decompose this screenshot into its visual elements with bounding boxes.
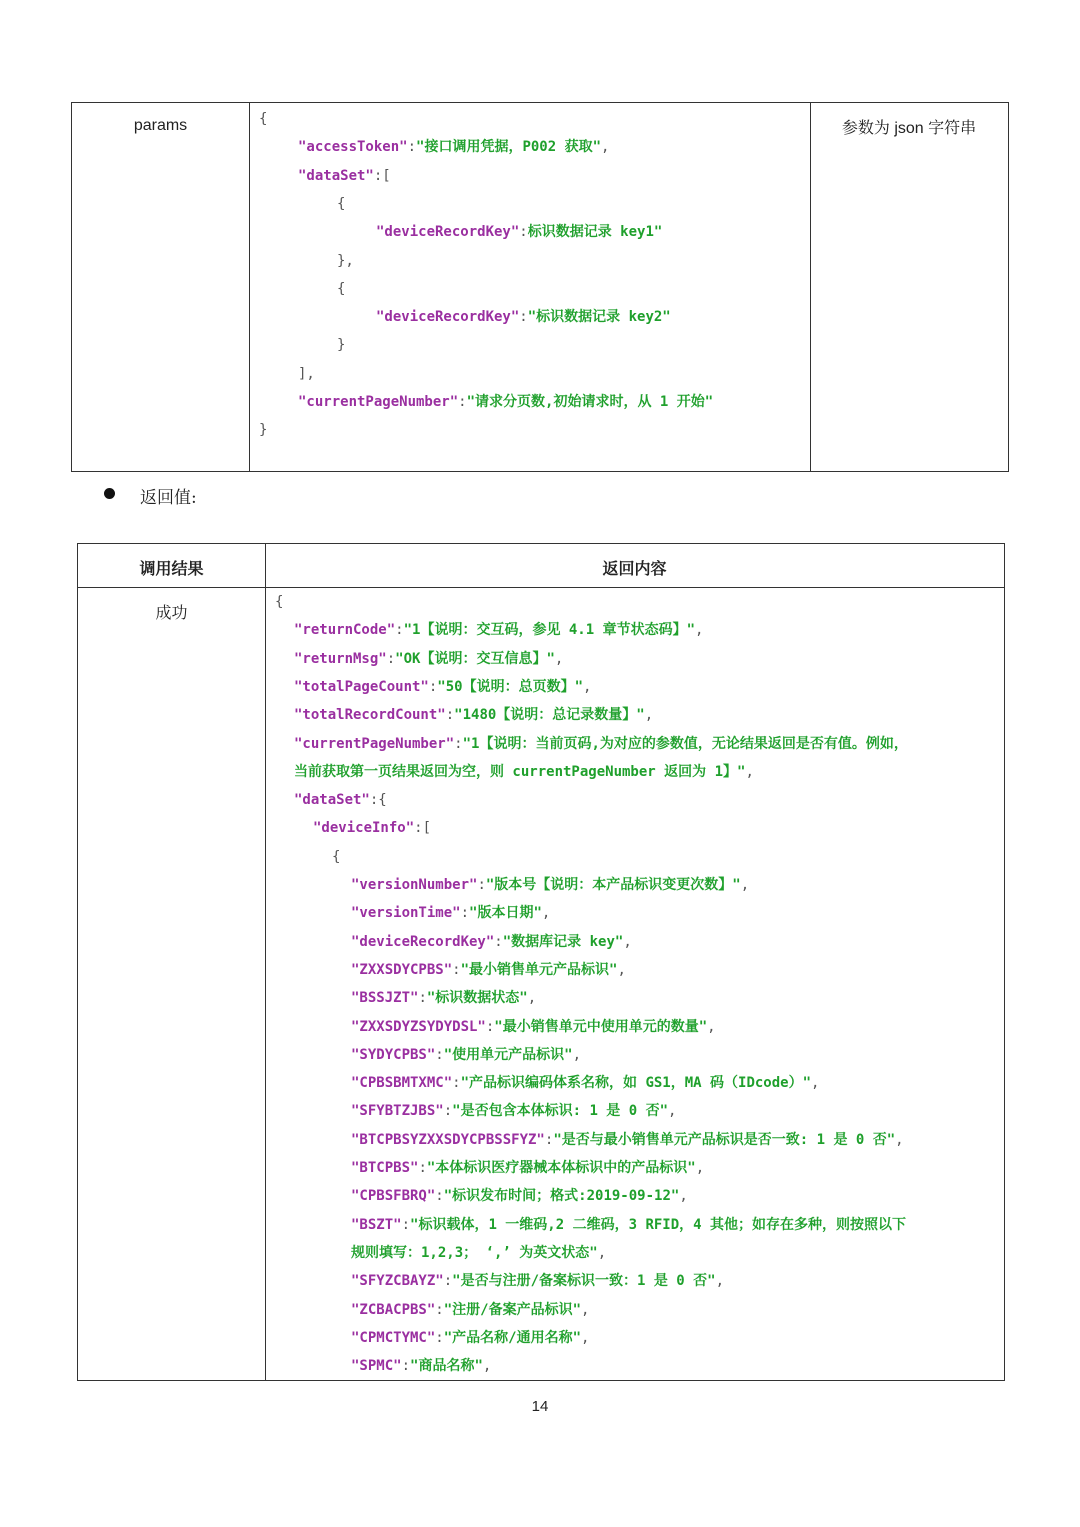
code-k: "deviceRecordKey" <box>376 309 520 326</box>
code-line <box>351 1186 688 1206</box>
code-v: 规则填写：1,2,3； ‘,’ 为英文状态" <box>351 1244 598 1261</box>
code-v: "版本日期" <box>469 905 542 922</box>
code-line <box>294 705 653 725</box>
code-k: "totalRecordCount" <box>294 707 446 724</box>
code-line <box>351 1300 589 1320</box>
code-k: "versionNumber" <box>351 877 478 893</box>
code-v: "是否包含本体标识: 1 是 0 否" <box>452 1103 669 1120</box>
code-line <box>294 620 703 640</box>
code-tail: } <box>337 337 346 354</box>
return-table <box>77 543 1005 1381</box>
code-k: "deviceInfo" <box>313 820 415 837</box>
code-k: "BSZT" <box>351 1216 402 1233</box>
code-line <box>351 1073 819 1093</box>
code-line <box>351 932 632 952</box>
code-v: "版本号【说明：本产品标识变更次数】" <box>485 877 741 893</box>
code-line <box>313 818 431 838</box>
code-tail: [ <box>382 167 391 184</box>
code-sep: : <box>544 1131 554 1148</box>
header-result: 调用结果 <box>139 561 204 578</box>
code-sep: : <box>460 905 470 922</box>
code-sep: : <box>407 139 417 156</box>
code-v: "数据库记录 key" <box>502 933 624 950</box>
code-v: "商品名称" <box>410 1358 483 1375</box>
code-line <box>298 137 609 157</box>
code-k: "currentPageNumber" <box>294 735 455 752</box>
code-k: "totalPageCount" <box>294 678 429 695</box>
code-v: "1480【说明：总记录数量】" <box>454 707 645 724</box>
code-tail: , <box>644 707 654 724</box>
code-v: "是否与最小销售单元产品标识是否一致: 1 是 0 否" <box>553 1131 896 1148</box>
code-tail: ], <box>298 365 315 382</box>
code-v: "产品标识编码体系名称，如 GS1，MA 码（IDcode）" <box>460 1075 812 1092</box>
code-v: "标识发布时间；格式:2019-09-12" <box>443 1188 680 1205</box>
code-k: "SFYZCBAYZ" <box>351 1273 444 1290</box>
code-line <box>351 1271 724 1291</box>
code-line <box>294 649 563 669</box>
code-k: "SYDYCPBS" <box>351 1046 436 1063</box>
code-tail: { <box>378 792 387 809</box>
code-sep: : <box>435 1188 444 1205</box>
code-sep: : <box>452 1075 461 1092</box>
code-v: 标识数据记录 key1" <box>527 224 663 241</box>
code-sep: : <box>435 1301 444 1318</box>
code-k: "CPBSBMTXMC" <box>351 1075 453 1092</box>
code-line <box>298 166 391 186</box>
code-k: "SFYBTZJBS" <box>351 1103 444 1120</box>
code-v: 当前获取第一页结果返回为空，则 currentPageNumber 返回为 1】" <box>294 763 746 780</box>
code-v: "注册/备案产品标识" <box>443 1301 582 1318</box>
code-line <box>298 392 713 412</box>
code-tail: , <box>527 990 537 1007</box>
code-sep: : <box>435 1329 444 1346</box>
code-line <box>298 364 315 384</box>
bullet-icon <box>104 488 115 499</box>
code-sep: : <box>454 735 463 752</box>
code-k: "BTCPBSYZXXSDYCPBSSFYZ" <box>351 1131 545 1148</box>
code-sep: : <box>428 678 438 695</box>
code-line <box>376 307 671 327</box>
code-tail: , <box>668 1103 677 1120</box>
code-v: "使用单元产品标识" <box>443 1046 573 1063</box>
code-tail: , <box>581 1329 590 1346</box>
code-tail: , <box>617 961 626 978</box>
code-sep: : <box>445 707 455 724</box>
code-line <box>294 677 591 697</box>
code-line <box>351 1017 716 1037</box>
code-tail: , <box>482 1358 492 1375</box>
code-line <box>259 420 267 440</box>
code-tail: , <box>895 1131 904 1148</box>
code-line <box>294 790 387 810</box>
code-v: "请求分页数,初始请求时，从 1 开始" <box>466 394 714 410</box>
code-sep: : <box>418 990 427 1007</box>
param-note: 参数为 json 字符串 <box>841 120 977 137</box>
code-k: "BSSJZT" <box>351 990 419 1007</box>
code-tail: { <box>259 111 268 127</box>
code-tail: , <box>811 1075 820 1092</box>
code-v: "是否与注册/备案标识一致：1 是 0 否" <box>452 1273 716 1290</box>
code-line <box>351 1328 589 1348</box>
code-line <box>351 988 536 1008</box>
code-tail: , <box>740 877 750 893</box>
code-line <box>337 335 345 355</box>
code-sep: : <box>369 792 379 809</box>
code-tail: , <box>541 905 551 922</box>
code-k: "dataSet" <box>298 167 374 184</box>
code-sep: : <box>443 1273 453 1290</box>
code-k: "returnMsg" <box>294 650 387 667</box>
code-sep: : <box>477 877 486 893</box>
column-divider <box>810 103 811 471</box>
code-tail: }, <box>337 252 354 269</box>
code-v: "产品名称/通用名称" <box>443 1329 582 1346</box>
code-sep: : <box>519 224 528 241</box>
code-sep: : <box>494 933 503 950</box>
code-k: "currentPageNumber" <box>298 394 459 410</box>
code-k: "SPMC" <box>351 1358 402 1375</box>
code-tail: , <box>583 678 592 695</box>
code-v: "标识载体，1 一维码,2 二维码，3 RFID，4 其他；如存在多种，则按照以下 <box>410 1216 907 1233</box>
code-line <box>337 279 345 299</box>
code-k: "BTCPBS" <box>351 1160 419 1176</box>
code-line <box>351 1101 676 1121</box>
code-k: "versionTime" <box>351 905 461 922</box>
code-line <box>351 960 626 980</box>
code-v: "1【说明：交互码，参见 4.1 章节状态码】" <box>403 622 696 639</box>
header-divider <box>78 587 1004 588</box>
code-tail: { <box>337 195 346 212</box>
code-k: "CPMCTYMC" <box>351 1329 436 1346</box>
code-sep: : <box>458 394 467 410</box>
code-v: "最小销售单元中使用单元的数量" <box>494 1018 708 1035</box>
page-number: 14 <box>531 1398 549 1415</box>
code-v: "本体标识医疗器械本体标识中的产品标识" <box>426 1160 696 1176</box>
code-tail: , <box>679 1188 688 1205</box>
code-k: "CPBSFBRQ" <box>351 1188 436 1205</box>
code-sep: : <box>452 961 461 978</box>
code-sep: : <box>395 622 404 639</box>
code-v: "50【说明：总页数】" <box>437 678 584 695</box>
code-sep: : <box>519 309 528 326</box>
code-line <box>351 1130 904 1150</box>
code-tail: , <box>572 1046 582 1063</box>
code-line <box>351 1045 581 1065</box>
code-tail: , <box>745 763 754 780</box>
code-v: "最小销售单元产品标识" <box>460 961 618 978</box>
code-line <box>351 1243 606 1263</box>
code-k: "returnCode" <box>294 622 396 639</box>
code-tail: , <box>695 622 704 639</box>
code-tail: { <box>275 594 284 610</box>
code-line <box>337 194 345 214</box>
code-tail: { <box>332 848 341 865</box>
params-table <box>71 102 1009 472</box>
code-sep: : <box>373 167 383 184</box>
code-line <box>337 251 354 271</box>
code-line <box>351 1158 704 1178</box>
code-sep: : <box>418 1160 427 1176</box>
code-tail: , <box>695 1160 705 1176</box>
code-sep: : <box>435 1046 444 1063</box>
code-sep: : <box>401 1358 411 1375</box>
code-line <box>351 1215 906 1235</box>
code-sep: : <box>443 1103 453 1120</box>
return-value-heading: 返回值: <box>140 488 197 508</box>
code-tail: , <box>623 933 632 950</box>
code-line <box>259 109 267 129</box>
code-k: "ZXXSDYZSYDYDSL" <box>351 1018 486 1035</box>
code-k: "ZXXSDYCPBS" <box>351 961 453 978</box>
header-content: 返回内容 <box>602 561 667 578</box>
code-tail: [ <box>422 820 432 837</box>
code-line <box>351 1356 491 1376</box>
code-tail: { <box>337 280 346 297</box>
column-divider <box>265 544 266 1380</box>
code-line <box>351 903 550 923</box>
code-v: "1【说明：当前页码,为对应的参数值，无论结果返回是否有值。例如， <box>462 735 908 752</box>
code-line <box>351 875 749 895</box>
code-line <box>275 592 283 612</box>
code-sep: : <box>485 1018 495 1035</box>
code-line <box>332 847 340 867</box>
code-k: "deviceRecordKey" <box>376 224 520 241</box>
code-v: "接口调用凭据，P002 获取" <box>416 139 602 156</box>
code-k: "deviceRecordKey" <box>351 933 495 950</box>
code-v: "OK【说明：交互信息】" <box>395 650 555 667</box>
code-tail: , <box>554 650 564 667</box>
code-k: "accessToken" <box>298 139 408 156</box>
code-tail: , <box>601 139 610 156</box>
code-tail: , <box>707 1018 716 1035</box>
code-sep: : <box>401 1216 411 1233</box>
code-line <box>294 734 908 754</box>
code-sep: : <box>414 820 423 837</box>
code-tail: , <box>581 1301 590 1318</box>
result-success: 成功 <box>155 605 188 622</box>
code-v: "标识数据记录 key2" <box>527 309 671 326</box>
code-tail: } <box>259 422 268 439</box>
code-v: "标识数据状态" <box>426 990 528 1007</box>
code-k: "dataSet" <box>294 792 370 809</box>
code-line <box>294 762 754 782</box>
code-k: "ZCBACPBS" <box>351 1301 436 1318</box>
code-line <box>376 222 662 242</box>
code-sep: : <box>386 650 396 667</box>
param-name: params <box>133 117 188 134</box>
column-divider <box>249 103 250 471</box>
code-tail: , <box>715 1273 725 1290</box>
code-tail: , <box>597 1244 607 1261</box>
